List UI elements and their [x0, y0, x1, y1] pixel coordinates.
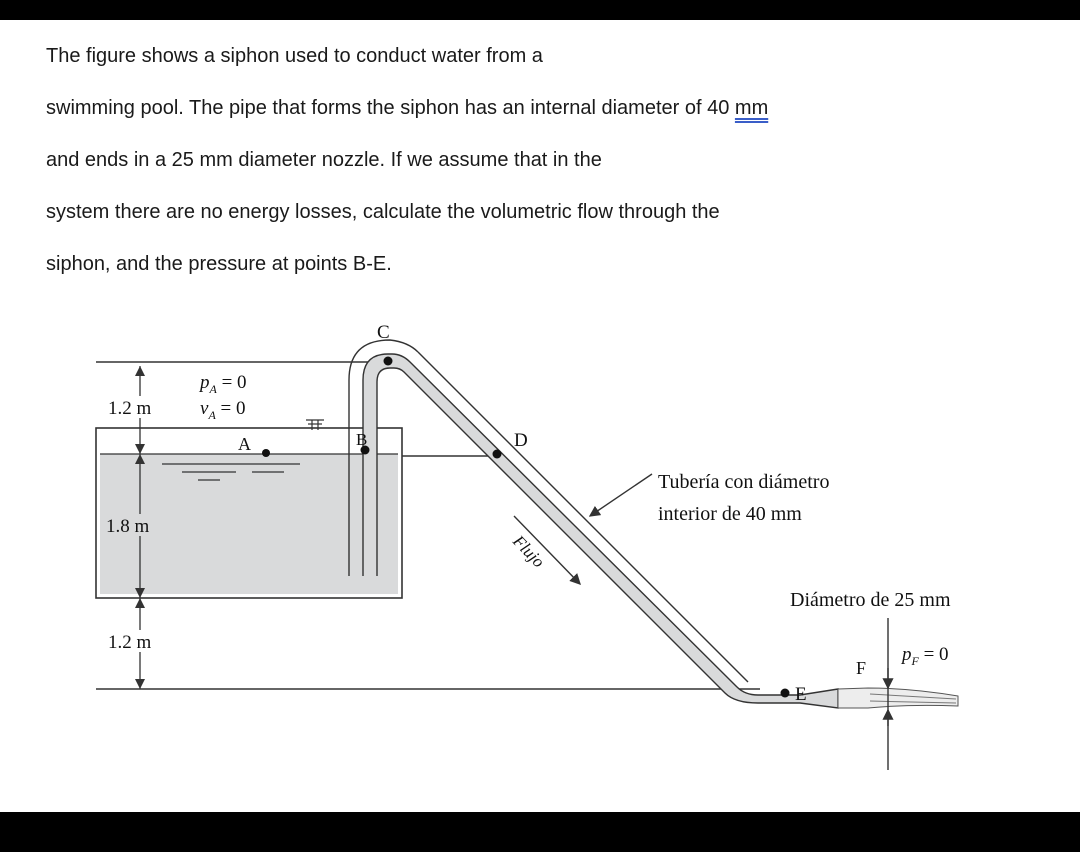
- pipe-label-leader: [590, 474, 652, 516]
- point-f-label: F: [856, 658, 867, 678]
- siphon-diagram: [0, 20, 1080, 812]
- dimension-arrow-top-1: [135, 366, 145, 376]
- problem-line-5: siphon, and the pressure at points B-E.: [46, 253, 392, 275]
- nozzle-label: Diámetro de 25 mm: [790, 589, 951, 611]
- flow-label: Flujo: [509, 531, 549, 572]
- dimension-bottom-label: 1.2 m: [108, 632, 152, 653]
- problem-line-3: and ends in a 25 mm diameter nozzle. If we assume that in the: [46, 149, 602, 171]
- document-page: [0, 20, 1080, 812]
- point-d-marker: [493, 450, 502, 459]
- siphon-pipe: [363, 354, 838, 708]
- point-a-marker: [262, 449, 270, 457]
- dimension-top-label: 1.2 m: [108, 398, 152, 419]
- problem-line-2-unit: mm: [734, 97, 769, 119]
- point-e-marker: [781, 689, 790, 698]
- point-a-label: A: [238, 434, 251, 454]
- dimension-arrow-bottom-3: [135, 679, 145, 689]
- point-c-marker: [384, 357, 393, 366]
- dimension-middle-label: 1.8 m: [106, 516, 150, 537]
- point-c-label: C: [377, 322, 390, 343]
- pipe-label-line-2: interior de 40 mm: [658, 503, 802, 525]
- pipe-label-line-1: Tubería con diámetro: [658, 471, 830, 493]
- problem-line-4: system there are no energy losses, calculate the volumetric flow through the: [46, 201, 720, 223]
- problem-line-2-text: swimming pool. The pipe that forms the siphon has an internal diameter of 40: [46, 97, 735, 119]
- pressure-a-label: $p_A = 0$: [200, 372, 247, 396]
- point-b-label: B: [356, 430, 368, 449]
- problem-line-1: The figure shows a siphon used to conduct water from a: [46, 45, 543, 67]
- point-e-label: E: [795, 684, 807, 705]
- velocity-a-label: $v_A = 0$: [200, 398, 246, 422]
- pressure-f-label: $p_F = 0$: [902, 644, 949, 668]
- dimension-arrow-top-3: [135, 598, 145, 608]
- point-d-label: D: [514, 430, 528, 451]
